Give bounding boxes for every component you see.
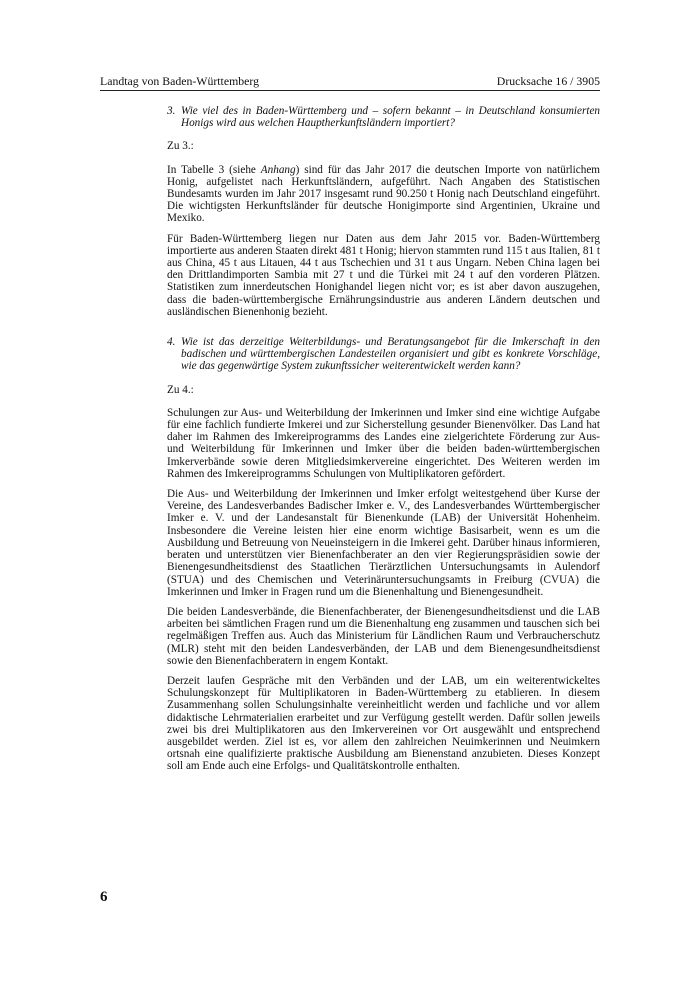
answer-3-heading: Zu 3.: [167,140,194,153]
answer-4-paragraph-3: Die beiden Landesverbände, die Bienenfachberater, der Bienengesundheitsdienst und die LAB arbeiten bei sämtlichen Fragen rund um die Bienenhaltung eng zusammen und tauschen sich bei regelmäßigen Treffen aus. Auch das Ministerium für Ländlichen Raum und Verbraucherschutz (MLR) steht mit den beiden Landesverbänden, der LAB und dem Bienengesundheitsdienst sowie den Bienenfachberatern in engem Kontakt. [167,605,600,667]
header-left: Landtag von Baden-Württemberg [100,74,259,88]
answer-3-paragraph-2: Für Baden-Württemberg liegen nur Daten aus dem Jahr 2015 vor. Baden-Württemberg importierte aus anderen Staaten direkt 481 t Honig; hiervon stammten rund 115 t aus Italien, 81 t aus China, 45 t aus Litauen, 44 t aus Tschechien und 31 t aus Ungarn. Neben China lagen bei den Drittlandimporten Sambia mit 27 t und die Türkei mit 24 t auf den vorderen Plätzen. Statistiken zum innerdeutschen Honighandel liegen nicht vor; es ist aber davon auszugehen, dass die baden-württembergische Ernährungsindustrie aus anderen Ländern deutschen und ausländischen Bienenhonig bezieht. [167,232,600,318]
question-3-text: Wie viel des in Baden-Württemberg und – sofern bekannt – in Deutschland konsumierten Honigs wird aus welchen Hauptherkunftsländern importiert? [181,105,600,130]
answer-3-p1-pre: In Tabelle 3 (siehe [167,163,261,176]
page-header [100,74,600,88]
question-3-number: 3. [167,105,176,117]
answer-4-heading: Zu 4.: [167,383,194,396]
question-3 [167,105,600,129]
main-column [167,105,600,781]
answer-4-paragraph-1: Schulungen zur Aus- und Weiterbildung der Imkerinnen und Imker sind eine wichtige Aufgabe für eine fachlich fundierte Imkerei und zur Sicherstellung gesunder Bienenvölker. Das Land hat daher im Rahmen des Imkereiprogramms des Landes eine zielgerichtete Förderung zur Aus- und Weiterbildung für Imkerinnen und Imker über die beiden baden-württembergischen Imkerverbände sowie deren Mitgliedsimkervereine eingerichtet. Des Weiteren werden im Rahmen des Imkereiprogramms Schulungen von Multiplikatoren gefördert. [167,406,600,480]
header-rule [100,90,600,91]
answer-4-paragraph-4: Derzeit laufen Gespräche mit den Verbänden und der LAB, um ein weiterentwickeltes Schulungskonzept für Multiplikatoren in Baden-Württemberg zu etablieren. In diesem Zusammenhang sollen Schulungsinhalte vereinheitlicht werden und fachliche und vor allem didaktische Lehrmaterialien erarbeitet und zur Verfügung gestellt werden. Dafür sollen jeweils zwei bis drei Multiplikatoren aus den Imkervereinen vor Ort ausgewählt und entsprechend ausgebildet werden. Ziel ist es, vor allem den zahlreichen Neuimkerinnen und Neuimkern ortsnah eine qualifizierte praktische Ausbildung am Bienenstand anzubieten. Dieses Konzept soll am Ende auch eine Erfolgs- und Qualitätskontrolle enthalten. [167,674,600,773]
answer-3-paragraph-1 [167,164,600,225]
header-right: Drucksache 16 / 3905 [496,74,600,88]
question-4 [167,336,600,373]
question-4-number: 4. [167,336,176,349]
answer-3-p1-em: Anhang [260,163,296,176]
question-4-text: Wie ist das derzeitige Weiterbildungs- und Beratungsangebot für die Imkerschaft in den badischen und württembergischen Landesteilen organisiert und gibt es konkrete Vorschläge, wie das gegenwärtige System zukunftssicher weiterentwickelt werden kann? [181,336,600,373]
page-number: 6 [100,889,108,905]
answer-4-paragraph-2: Die Aus- und Weiterbildung der Imkerinnen und Imker erfolgt weitestgehend über Kurse der Vereine, des Landesverbandes Badischer Imker e. V., des Landesverbandes Württembergischer Imker e. V. und der Landesanstalt für Bienenkunde (LAB) der Universität Hohenheim. Insbesondere die Vereine leisten hier eine enorm wichtige Basisarbeit, wenn es um die Ausbildung und Betreuung von Neueinsteigern in die Imkerei geht. Darüber hinaus informieren, beraten und unterstützen vier Bienenfachberater an den vier Regierungspräsidien sowie der Bienengesundheitsdienst des Staatlichen Tierärztlichen Untersuchungsamts in Aulendorf (STUA) und des Chemischen und Veterinäruntersuchungsamts in Freiburg (CVUA) die Imkerinnen und Imker in Fragen rund um die Bienenhaltung und Bienengesundheit. [167,488,600,598]
answer-3-p1-post: ) sind für das Jahr 2017 die deutschen Importe von natürlichem Honig, aufgelistet nach Herkunftsländern, aufgeführt. Nach Angaben des Statistischen Bundesamts wurden im Jahr 2017 insgesamt rund 90.250 t Honig nach Deutschland eingeführt. Die wichtigsten Herkunftsländer für deutsche Honigimporte sind Argentinien, Ukraine und Mexiko. [167,163,601,225]
